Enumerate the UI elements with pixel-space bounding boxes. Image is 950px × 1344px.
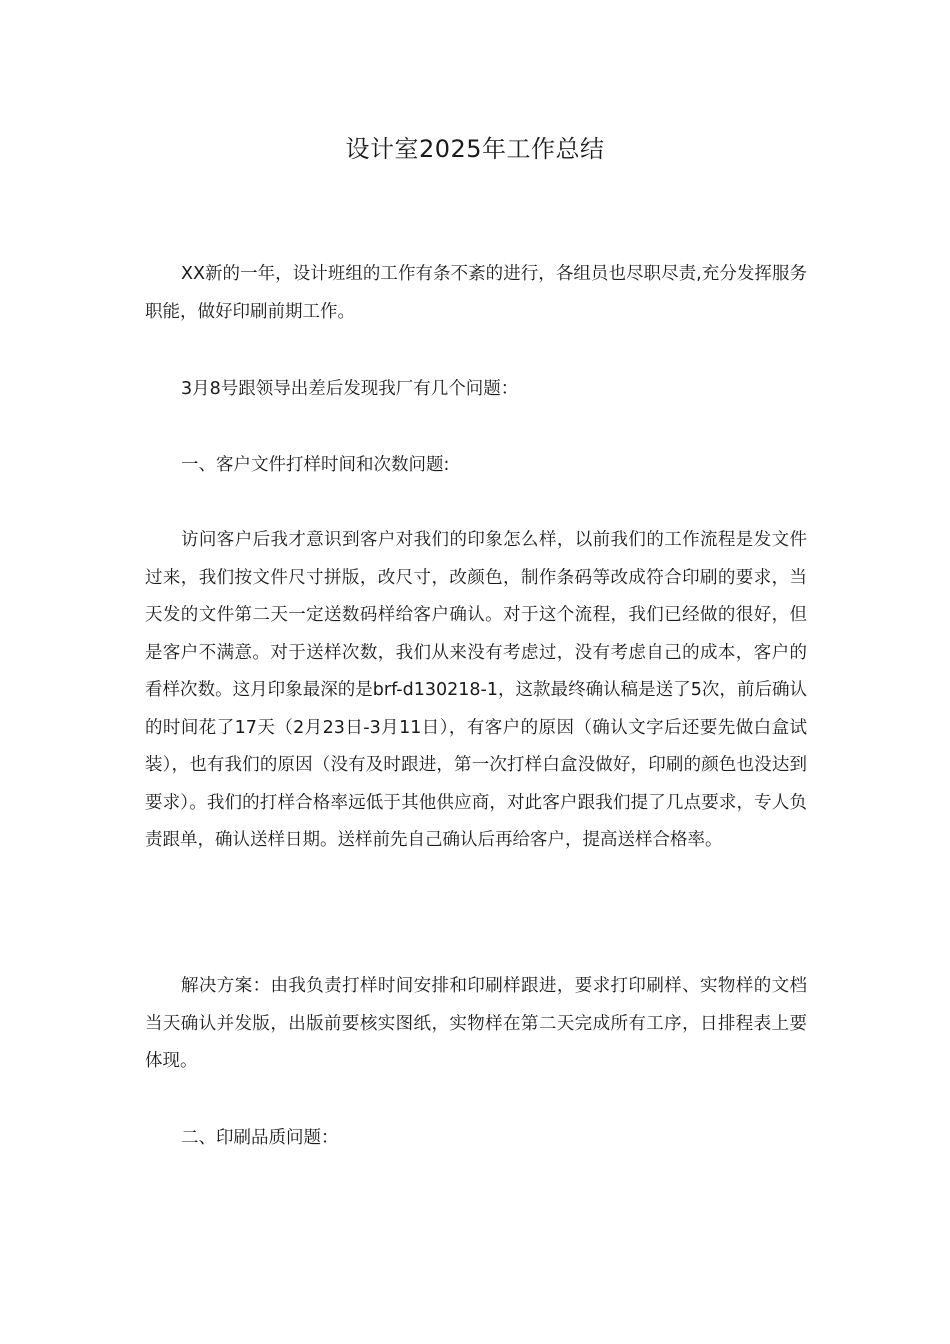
paragraph-sample-details: 访问客户后我才意识到客户对我们的印象怎么样，以前我们的工作流程是发文件过来，我们按文件尺寸拼版，改尺寸，改颜色，制作条码等改成符合印刷的要求，当天发的文件第二天一定送数码样给客户确认。对于这个流程，我们已经做的很好，但是客户不满意。对于送样次数，我们从来没有考虑过，没有考虑自己的成本，客户的看样次数。这月印象最深的是brf-d130218-1，这款最终确认稿是送了5次，前后确认的时间花了17天（2月23日-3月11日），有客户的原因（确认文字后还要先做白盒试装），也有我们的原因（没有及时跟进，第一次打样白盒没做好，印刷的颜色也没达到要求）。我们的打样合格率远低于其他供应商，对此客户跟我们提了几点要求，专人负责跟单，确认送样日期。送样前先自己确认后再给客户，提高送样合格率。 <box>145 530 807 850</box>
document-title: 设计室2025年工作总结 <box>345 135 605 163</box>
section-heading-2: 二、印刷品质问题： <box>181 1128 339 1148</box>
section-heading-1: 一、客户文件打样时间和次数问题: <box>181 455 450 475</box>
paragraph-issues-lead: 3月8号跟领导出差后发现我厂有几个问题： <box>181 379 519 399</box>
paragraph-solution: 解决方案：由我负责打样时间安排和印刷样跟进，要求打印刷样、实物样的文档当天确认并发版，出版前要核实图纸，实物样在第二天完成所有工序，日排程表上要体现。 <box>145 976 807 1071</box>
paragraph-intro: XX新的一年，设计班组的工作有条不紊的进行，各组员也尽职尽责,充分发挥服务职能，做好印刷前期工作。 <box>145 264 807 322</box>
